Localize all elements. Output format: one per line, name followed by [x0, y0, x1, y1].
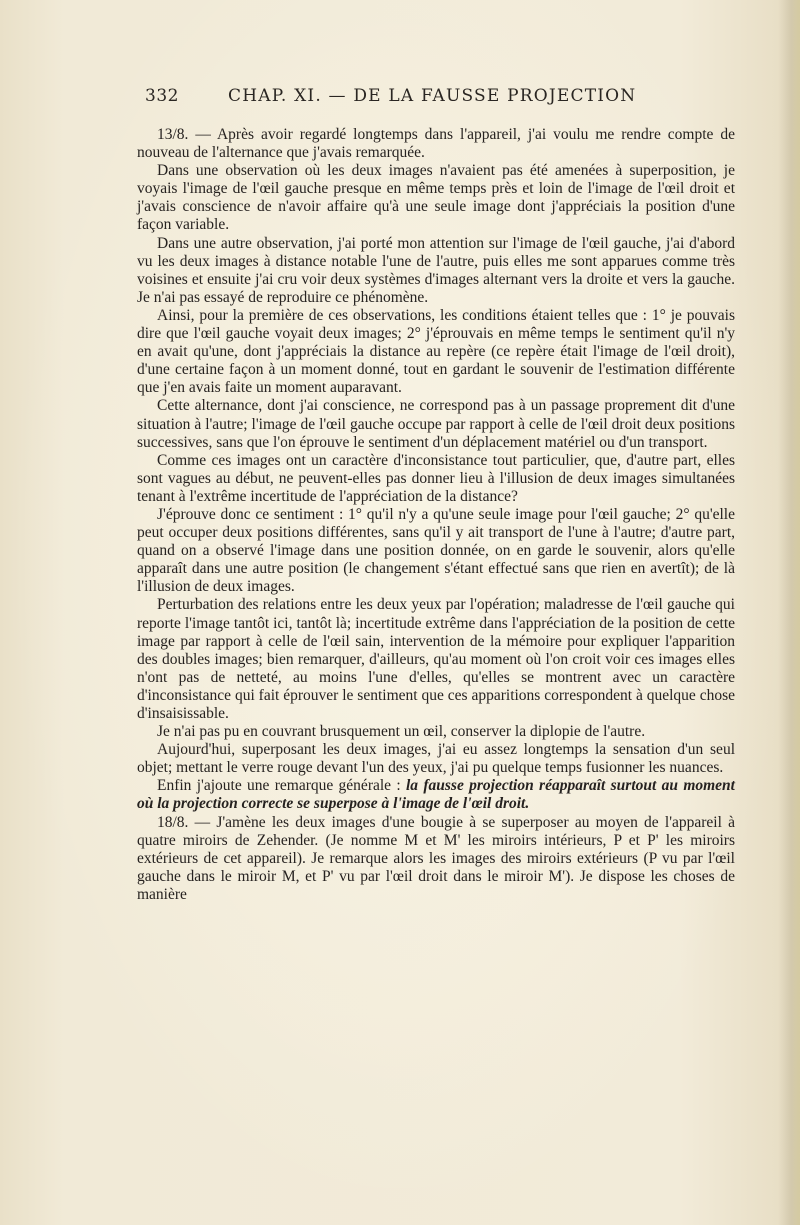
- page-number: 332: [145, 86, 179, 106]
- paragraph: Dans une autre observation, j'ai porté mon attention sur l'image de l'œil gauche, j'ai d'abord vu les deux images à distance notable l'une de l'autre, puis elles me sont apparues comme très voisines et ensuite j'ai cru voir deux systèmes d'images alternant vers la droite et vers la gauche. Je n'ai pas essayé de reproduire ce phénomène.: [137, 234, 735, 306]
- paragraph: Cette alternance, dont j'ai conscience, ne correspond pas à un passage proprement dit d'une situation à l'autre; l'image de l'œil gauche occupe par rapport à celle de l'œil droit deux positions successives, sans que l'on éprouve le sentiment d'un déplacement matériel ou d'un transport.: [137, 397, 735, 451]
- paragraph: Aujourd'hui, superposant les deux images, j'ai eu assez longtemps la sensation d'un seul objet; mettant le verre rouge devant l'un des yeux, j'ai pu quelque temps fusionner les nuances.: [137, 741, 735, 777]
- paragraph: Dans une observation où les deux images n'avaient pas été amenées à superposition, je voyais l'image de l'œil gauche presque en même temps près et loin de l'image de l'œil droit et j'avais conscience de n'avoir affaire qu'à une seule image dont j'appréciais la position d'une façon variable.: [137, 162, 735, 234]
- paragraph: Comme ces images ont un caractère d'inconsistance tout particulier, que, d'autre part, elles sont vagues au début, ne peuvent-elles pas donner lieu à l'illusion de deux images simultanées tenant à l'extrême incertitude de l'appréciation de la distance?: [137, 451, 735, 505]
- running-title: CHAP. XI. — DE LA FAUSSE PROJECTION: [228, 86, 637, 106]
- paragraph: 13/8. — Après avoir regardé longtemps dans l'appareil, j'ai voulu me rendre compte de nouveau de l'alternance que j'avais remarquée.: [137, 126, 735, 162]
- page-edge-shadow: [778, 0, 800, 1225]
- closing-paragraph: [137, 777, 735, 813]
- paragraph: Je n'ai pas pu en couvrant brusquement un œil, conserver la diplopie de l'autre.: [157, 723, 646, 741]
- running-head: [145, 86, 665, 116]
- body-text: [137, 126, 735, 904]
- paragraph: Perturbation des relations entre les deux yeux par l'opération; maladresse de l'œil gauche qui reporte l'image tantôt ici, tantôt là; incertitude extrême dans l'appréciation de la position de cette image par rapport à celle de l'œil sain, intervention de la mémoire pour expliquer l'apparition des doubles images; bien remarquer, d'ailleurs, qu'au moment où l'on croit voir ces images elles n'ont pas de netteté, au moins l'une d'elles, qu'elles se montrent avec un caractère d'inconsistance qui fait éprouver le sentiment que ces apparitions correspondent à quelque chose d'insaisissable.: [137, 596, 735, 722]
- paragraph: J'éprouve donc ce sentiment : 1° qu'il n'y a qu'une seule image pour l'œil gauche; 2° qu'elle peut occuper deux positions différentes, sans qu'il y ait transport de l'une à l'autre; d'autre part, quand on a observé l'image dans une position donnée, on en garde le souvenir, alors qu'elle apparaît dans une autre position (le changement s'étant effectué sans que rien en avertît); de là l'illusion de deux images.: [137, 505, 735, 596]
- closing-lead: Enfin j'ajoute une remarque générale :: [157, 777, 406, 795]
- paragraph: Ainsi, pour la première de ces observations, les conditions étaient telles que : 1° je pouvais dire que l'œil gauche voyait deux images; 2° j'éprouvais en même temps le sentiment qu'il n'y en avait qu'une, dont j'appréciais la distance au repère (ce repère était l'image de l'œil droit), d'une certaine façon à un moment donné, tout en gardant le souvenir de l'estimation différente que j'en avais faite un moment auparavant.: [137, 306, 735, 397]
- closing-emphasis: la fausse projection réapparaît surtout au moment où la projection correcte se superpose à l'image de l'œil droit.: [137, 777, 735, 813]
- final-paragraph: 18/8. — J'amène les deux images d'une bougie à se superposer au moyen de l'appareil à quatre miroirs de Zehender. (Je nomme M et M' les miroirs intérieurs, P et P' les miroirs extérieurs de cet appareil). Je remarque alors les images des miroirs extérieurs (P vu par l'œil gauche dans le miroir M, et P' vu par l'œil droit dans le miroir M'). Je dispose les choses de manière: [137, 813, 735, 903]
